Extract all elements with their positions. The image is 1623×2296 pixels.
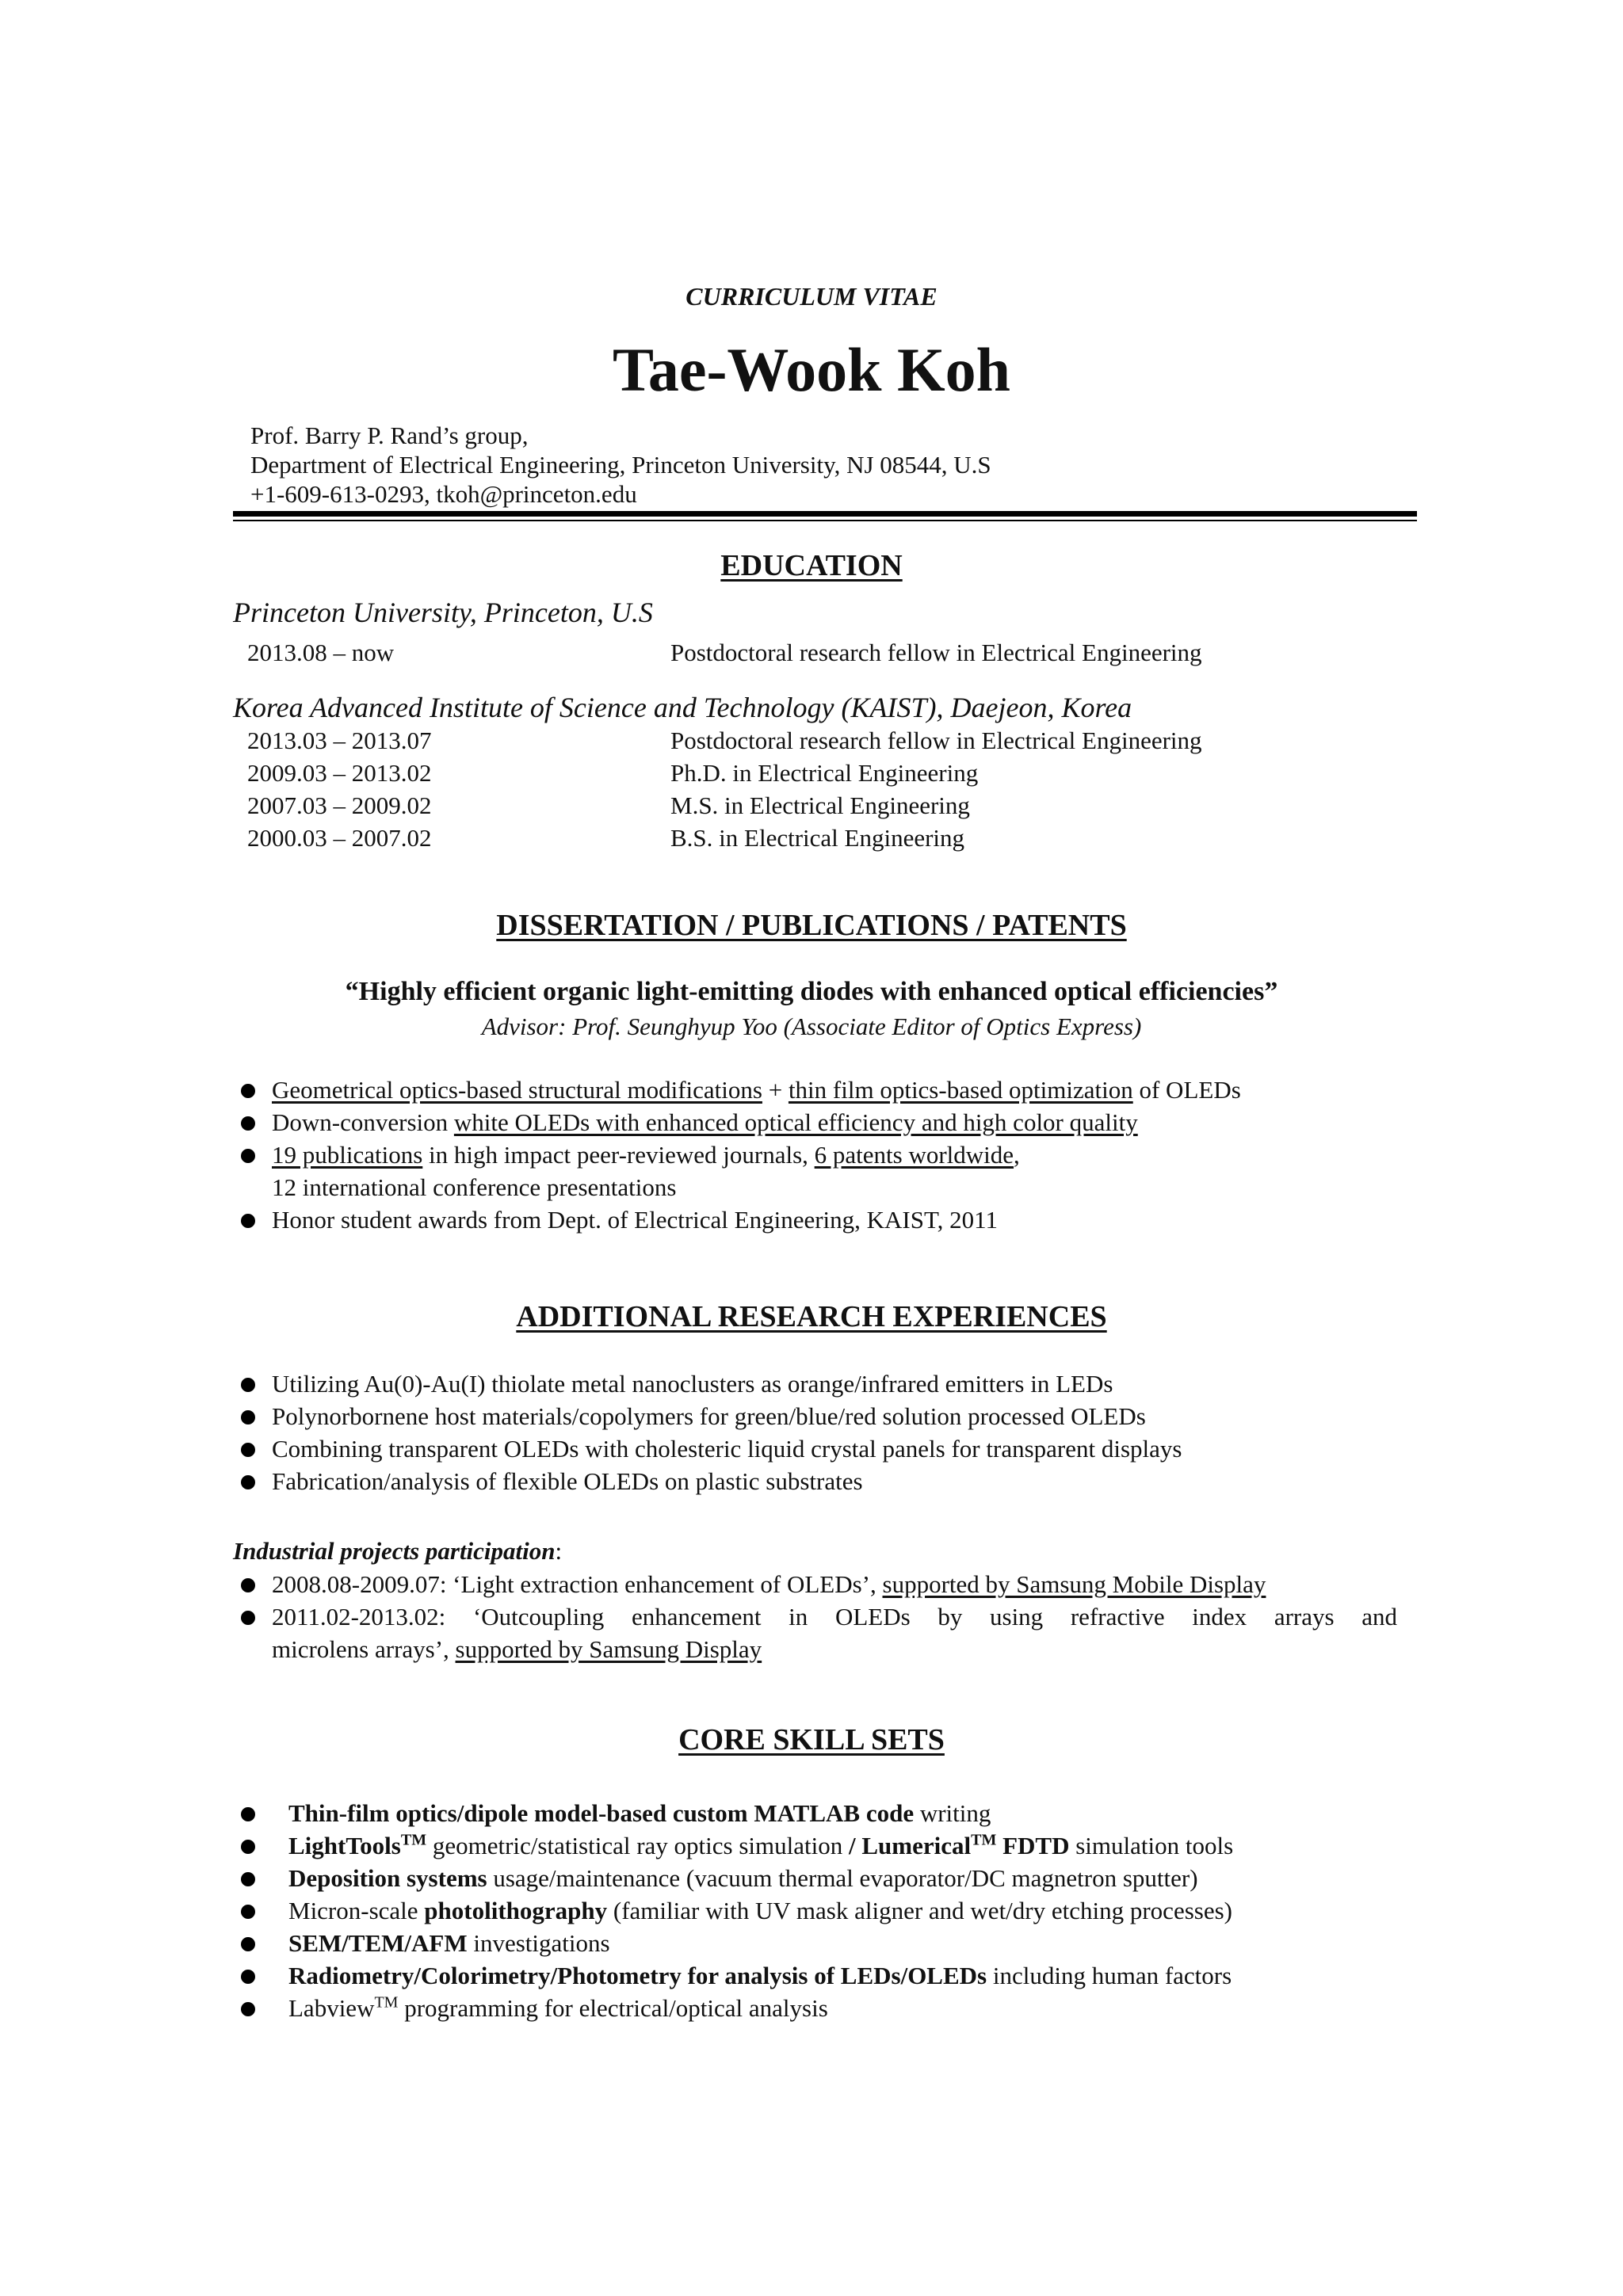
project-sponsor: supported by Samsung Mobile Display bbox=[882, 1570, 1266, 1598]
bullet-text-underlined: 19 publications bbox=[272, 1141, 423, 1169]
industrial-heading-colon: : bbox=[555, 1537, 563, 1565]
skill-item bbox=[288, 1962, 1232, 1990]
header-divider-thin bbox=[233, 520, 1417, 521]
person-name: Tae-Wook Koh bbox=[612, 335, 1011, 404]
publication-bullet bbox=[272, 1108, 1138, 1137]
publication-bullet-continuation: 12 international conference presentations bbox=[272, 1173, 677, 1201]
industrial-projects-heading bbox=[233, 1537, 562, 1566]
skill-item bbox=[288, 1994, 828, 2023]
bullet-icon bbox=[241, 1410, 255, 1425]
bullet-icon bbox=[241, 1937, 255, 1951]
skill-bold: photolithography bbox=[424, 1897, 608, 1924]
skill-item bbox=[288, 1832, 1233, 1860]
skill-item bbox=[288, 1897, 1232, 1925]
bullet-text-underlined: thin film optics-based optimization bbox=[788, 1076, 1133, 1104]
skill-bold: Radiometry/Colorimetry/Photometry for analysis of LEDs/OLEDs bbox=[288, 1962, 987, 1989]
publication-bullet bbox=[272, 1076, 1241, 1104]
project-text: 2008.08-2009.07: ‘Light extraction enhancement of OLEDs’, bbox=[272, 1570, 883, 1598]
education-degree: B.S. in Electrical Engineering bbox=[670, 824, 965, 852]
bullet-icon bbox=[241, 1905, 255, 1919]
skill-text: writing bbox=[914, 1799, 991, 1827]
contact-phone-email: +1-609-613-0293, tkoh@princeton.edu bbox=[250, 480, 637, 508]
education-date: 2009.03 – 2013.02 bbox=[247, 759, 432, 787]
header-divider bbox=[233, 511, 1417, 517]
contact-group: Prof. Barry P. Rand’s group, bbox=[250, 421, 529, 449]
research-item: Combining transparent OLEDs with cholesteric liquid crystal panels for transparent displays bbox=[272, 1435, 1182, 1463]
skill-text: geometric/statistical ray optics simulation bbox=[426, 1832, 849, 1859]
industrial-project-continuation bbox=[272, 1635, 762, 1664]
bullet-icon bbox=[241, 1116, 255, 1131]
bullet-text: in high impact peer-reviewed journals, bbox=[422, 1141, 815, 1169]
industrial-heading-text: Industrial projects participation bbox=[233, 1537, 556, 1565]
trademark-mark: TM bbox=[374, 1993, 399, 2012]
education-date: 2013.08 – now bbox=[247, 639, 395, 666]
industrial-project-line: 2011.02-2013.02: ‘Outcoupling enhancement in OLEDs by using refractive index arrays and bbox=[272, 1603, 1397, 1630]
bullet-icon bbox=[241, 1872, 255, 1886]
skill-item bbox=[288, 1864, 1198, 1893]
project-sponsor: supported by Samsung Display bbox=[455, 1635, 762, 1663]
bullet-icon bbox=[241, 1084, 255, 1098]
dissertation-title: “Highly efficient organic light-emitting diodes with enhanced optical efficiencies” bbox=[345, 977, 1278, 1006]
skill-bold: FDTD bbox=[996, 1832, 1070, 1859]
bullet-text: of OLEDs bbox=[1132, 1076, 1241, 1104]
skill-text: Labview bbox=[288, 1994, 375, 2022]
skill-text: Micron-scale bbox=[288, 1897, 425, 1924]
industrial-project bbox=[272, 1570, 1266, 1599]
skills-title: CORE SKILL SETS bbox=[678, 1723, 945, 1756]
research-item: Polynorbornene host materials/copolymers for green/blue/red solution processed OLEDs bbox=[272, 1402, 1146, 1430]
trademark-mark: TM bbox=[400, 1831, 427, 1849]
bullet-icon bbox=[241, 1611, 255, 1625]
bullet-text: + bbox=[762, 1076, 789, 1104]
advisor-line: Advisor: Prof. Seunghyup Yoo (Associate Editor of Optics Express) bbox=[481, 1013, 1142, 1040]
bullet-icon bbox=[241, 2002, 255, 2016]
bullet-icon bbox=[241, 1475, 255, 1489]
education-degree: Postdoctoral research fellow in Electrical Engineering bbox=[670, 639, 1202, 666]
research-item: Utilizing Au(0)-Au(I) thiolate metal nanoclusters as orange/infrared emitters in LEDs bbox=[272, 1370, 1113, 1398]
bullet-icon bbox=[241, 1578, 255, 1592]
skill-text: programming for electrical/optical analysis bbox=[398, 1994, 828, 2022]
skill-item bbox=[288, 1799, 991, 1828]
research-item: Fabrication/analysis of flexible OLEDs on plastic substrates bbox=[272, 1467, 863, 1495]
bullet-icon bbox=[241, 1149, 255, 1163]
education-title: EDUCATION bbox=[720, 549, 903, 582]
skill-bold: Thin-film optics/dipole model-based custom MATLAB code bbox=[288, 1799, 915, 1827]
bullet-icon bbox=[241, 1840, 255, 1854]
project-text: microlens arrays’, bbox=[272, 1635, 456, 1663]
education-degree: Postdoctoral research fellow in Electrical Engineering bbox=[670, 727, 1202, 754]
publications-title: DISSERTATION / PUBLICATIONS / PATENTS bbox=[496, 909, 1127, 942]
trademark-mark: TM bbox=[971, 1831, 997, 1849]
cv-label: CURRICULUM VITAE bbox=[685, 282, 938, 311]
research-title: ADDITIONAL RESEARCH EXPERIENCES bbox=[516, 1300, 1107, 1333]
institution-name: Princeton University, Princeton, U.S bbox=[233, 597, 653, 628]
skill-item bbox=[288, 1929, 610, 1958]
education-date: 2007.03 – 2009.02 bbox=[247, 791, 432, 819]
bullet-text-underlined: white OLEDs with enhanced optical efficiency and high color quality bbox=[453, 1108, 1138, 1136]
publication-bullet: Honor student awards from Dept. of Electrical Engineering, KAIST, 2011 bbox=[272, 1206, 998, 1234]
education-date: 2000.03 – 2007.02 bbox=[247, 824, 432, 852]
education-degree: Ph.D. in Electrical Engineering bbox=[670, 759, 979, 787]
institution-name: Korea Advanced Institute of Science and Technology (KAIST), Daejeon, Korea bbox=[233, 692, 1132, 723]
skill-text: (familiar with UV mask aligner and wet/dry etching processes) bbox=[607, 1897, 1232, 1924]
bullet-icon bbox=[241, 1970, 255, 1984]
skill-text: simulation tools bbox=[1069, 1832, 1234, 1859]
bullet-text-underlined: 6 patents worldwide bbox=[814, 1141, 1014, 1169]
bullet-icon bbox=[241, 1443, 255, 1457]
skill-text: investigations bbox=[467, 1929, 610, 1957]
bullet-text: , bbox=[1014, 1141, 1020, 1169]
skill-text: including human factors bbox=[987, 1962, 1232, 1989]
bullet-icon bbox=[241, 1807, 255, 1821]
skill-bold: LightTools bbox=[288, 1832, 401, 1859]
bullet-text-underlined: Geometrical optics-based structural modifications bbox=[272, 1076, 762, 1104]
education-date: 2013.03 – 2013.07 bbox=[247, 727, 432, 754]
bullet-text: Down-conversion bbox=[272, 1108, 454, 1136]
skill-separator: / bbox=[849, 1832, 856, 1859]
skill-bold: Lumerical bbox=[855, 1832, 972, 1859]
skill-bold: SEM/TEM/AFM bbox=[288, 1929, 468, 1957]
publication-bullet bbox=[272, 1141, 1020, 1169]
bullet-icon bbox=[241, 1214, 255, 1228]
bullet-icon bbox=[241, 1378, 255, 1392]
contact-address: Department of Electrical Engineering, Princeton University, NJ 08544, U.S bbox=[250, 451, 991, 479]
education-degree: M.S. in Electrical Engineering bbox=[670, 791, 970, 819]
skill-text: usage/maintenance (vacuum thermal evaporator/DC magnetron sputter) bbox=[487, 1864, 1198, 1892]
skill-bold: Deposition systems bbox=[288, 1864, 487, 1892]
